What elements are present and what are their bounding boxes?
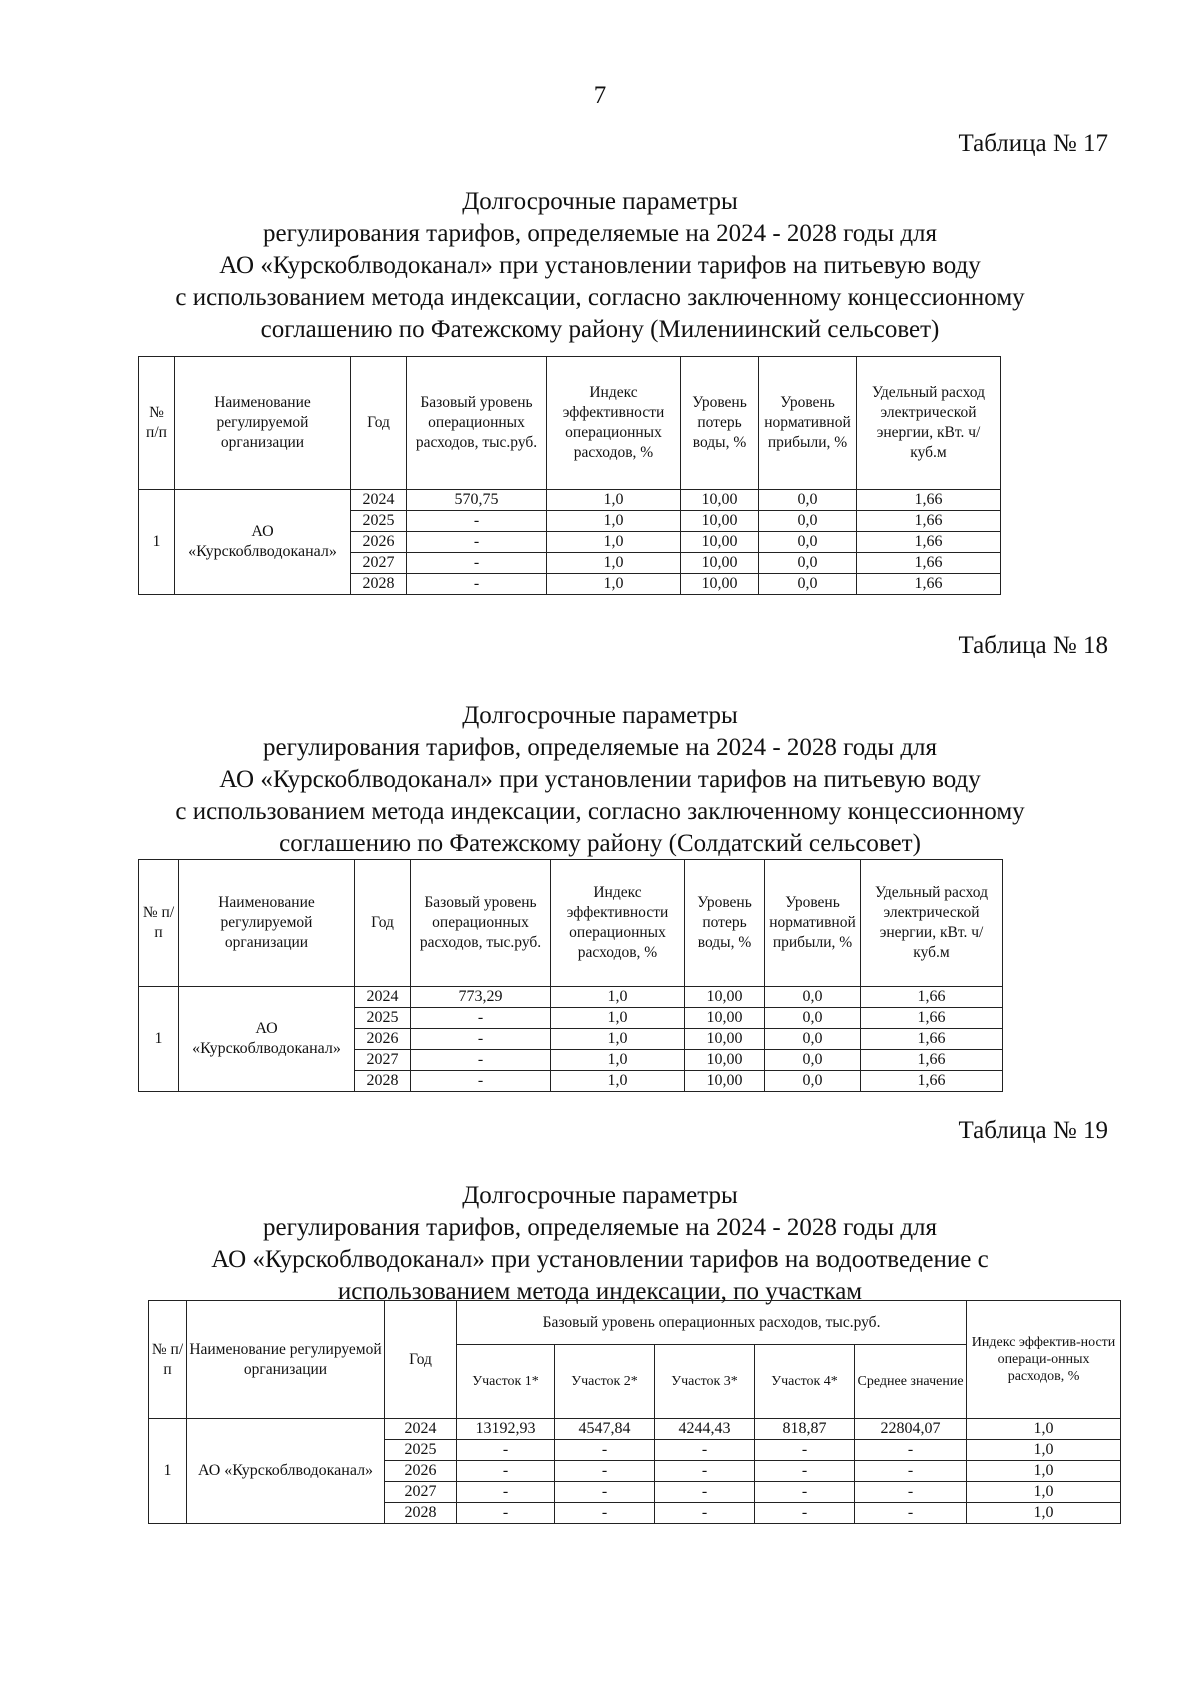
cell-value: - bbox=[555, 1440, 655, 1461]
cell-value: 1,66 bbox=[861, 1008, 1003, 1029]
title-line: использованием метода индексации, по участкам bbox=[337, 1278, 863, 1305]
cell-value: 1,0 bbox=[551, 1071, 685, 1092]
table-title bbox=[0, 1180, 1200, 1308]
cell-value: 10,00 bbox=[681, 574, 759, 595]
cell-value: 0,0 bbox=[759, 490, 857, 511]
cell-value: 10,00 bbox=[685, 1008, 765, 1029]
cell-value: 10,00 bbox=[685, 987, 765, 1008]
cell-value: 0,0 bbox=[759, 553, 857, 574]
cell-value: - bbox=[555, 1482, 655, 1503]
cell-value: - bbox=[411, 1008, 551, 1029]
cell-value: - bbox=[457, 1461, 555, 1482]
header-cell: Год bbox=[355, 860, 411, 987]
cell-year: 2025 bbox=[355, 1008, 411, 1029]
cell-value: 0,0 bbox=[765, 1071, 861, 1092]
cell-value: 818,87 bbox=[755, 1419, 855, 1440]
header-cell: Индекс эффективности операционных расходов, % bbox=[547, 357, 681, 490]
title-line: соглашению по Фатежскому району (Милениинский сельсовет) bbox=[260, 316, 940, 343]
header-cell: Наименование регулируемой организации bbox=[179, 860, 355, 987]
cell-value: 1,0 bbox=[967, 1440, 1121, 1461]
title-line: с использованием метода индексации, согласно заключенному концессионному bbox=[175, 284, 1025, 311]
cell-value: - bbox=[855, 1461, 967, 1482]
cell-value: 0,0 bbox=[765, 987, 861, 1008]
header-cell: № п/п bbox=[139, 860, 179, 987]
cell-year: 2028 bbox=[385, 1503, 457, 1524]
subheader-cell: Участок 2* bbox=[555, 1345, 655, 1419]
cell-value: 0,0 bbox=[765, 1050, 861, 1071]
cell-value: 10,00 bbox=[681, 490, 759, 511]
title-line: Долгосрочные параметры bbox=[462, 188, 738, 215]
cell-value: - bbox=[755, 1503, 855, 1524]
table-label: Таблица № 19 bbox=[958, 1117, 1108, 1144]
header-cell: № п/п bbox=[149, 1301, 187, 1419]
cell-value: 0,0 bbox=[759, 511, 857, 532]
cell-value: 4547,84 bbox=[555, 1419, 655, 1440]
cell-value: 1,0 bbox=[551, 1029, 685, 1050]
cell-year: 2024 bbox=[385, 1419, 457, 1440]
title-line: с использованием метода индексации, согласно заключенному концессионному bbox=[175, 798, 1025, 825]
title-line: Долгосрочные параметры bbox=[462, 1182, 738, 1209]
cell-year: 2026 bbox=[385, 1461, 457, 1482]
header-cell: № п/п bbox=[139, 357, 175, 490]
header-cell: Уровень нормативной прибыли, % bbox=[759, 357, 857, 490]
cell-value: 4244,43 bbox=[655, 1419, 755, 1440]
cell-year: 2025 bbox=[351, 511, 407, 532]
cell-year: 2028 bbox=[351, 574, 407, 595]
subheader-cell: Участок 4* bbox=[755, 1345, 855, 1419]
cell-value: - bbox=[411, 1029, 551, 1050]
cell-value: 1,0 bbox=[967, 1461, 1121, 1482]
cell-value: 10,00 bbox=[681, 553, 759, 574]
organization-name: АО «Курскоблводоканал» bbox=[175, 490, 351, 595]
cell-value: - bbox=[655, 1461, 755, 1482]
cell-value: 10,00 bbox=[685, 1050, 765, 1071]
cell-year: 2027 bbox=[351, 553, 407, 574]
header-cell: Удельный расход электрической энергии, кВт. ч/куб.м bbox=[857, 357, 1001, 490]
cell-value: 1,0 bbox=[547, 574, 681, 595]
cell-value: 10,00 bbox=[681, 532, 759, 553]
parameters-table bbox=[138, 356, 1001, 595]
row-number: 1 bbox=[139, 987, 179, 1092]
cell-value: - bbox=[457, 1482, 555, 1503]
cell-year: 2025 bbox=[385, 1440, 457, 1461]
parameters-table bbox=[148, 1300, 1121, 1524]
parameters-table bbox=[138, 859, 1003, 1092]
cell-value: 1,66 bbox=[857, 553, 1001, 574]
header-cell: Наименование регулируемой организации bbox=[187, 1301, 385, 1419]
organization-name: АО «Курскоблводоканал» bbox=[179, 987, 355, 1092]
cell-value: 0,0 bbox=[759, 574, 857, 595]
organization-name: АО «Курскоблводоканал» bbox=[187, 1419, 385, 1524]
subheader-cell: Участок 3* bbox=[655, 1345, 755, 1419]
title-line: АО «Курскоблводоканал» при установлении тарифов на водоотведение с bbox=[211, 1246, 989, 1273]
cell-value: - bbox=[655, 1503, 755, 1524]
title-line: регулирования тарифов, определяемые на 2024 - 2028 годы для bbox=[262, 1214, 938, 1241]
cell-value: 1,0 bbox=[547, 511, 681, 532]
header-cell: Наименование регулируемой организации bbox=[175, 357, 351, 490]
cell-year: 2024 bbox=[355, 987, 411, 1008]
cell-year: 2026 bbox=[355, 1029, 411, 1050]
header-cell: Индекс эффективности операционных расходов, % bbox=[551, 860, 685, 987]
cell-value: - bbox=[755, 1440, 855, 1461]
title-line: соглашению по Фатежскому району (Солдатский сельсовет) bbox=[279, 830, 921, 857]
cell-value: 1,66 bbox=[857, 490, 1001, 511]
cell-value: 1,0 bbox=[547, 490, 681, 511]
cell-value: 1,0 bbox=[967, 1503, 1121, 1524]
table-label: Таблица № 17 bbox=[958, 130, 1108, 157]
cell-year: 2027 bbox=[355, 1050, 411, 1071]
cell-value: 10,00 bbox=[681, 511, 759, 532]
title-line: АО «Курскоблводоканал» при установлении тарифов на питьевую воду bbox=[219, 766, 981, 793]
cell-value: - bbox=[755, 1461, 855, 1482]
cell-value: 1,66 bbox=[857, 532, 1001, 553]
cell-value: - bbox=[655, 1440, 755, 1461]
cell-value: 0,0 bbox=[759, 532, 857, 553]
cell-year: 2028 bbox=[355, 1071, 411, 1092]
cell-value: - bbox=[411, 1050, 551, 1071]
cell-value: 22804,07 bbox=[855, 1419, 967, 1440]
cell-value: 1,0 bbox=[967, 1419, 1121, 1440]
title-line: регулирования тарифов, определяемые на 2024 - 2028 годы для bbox=[262, 734, 938, 761]
cell-value: 0,0 bbox=[765, 1029, 861, 1050]
cell-value: - bbox=[457, 1440, 555, 1461]
cell-value: - bbox=[407, 574, 547, 595]
header-cell: Индекс эффектив-ности операци-онных расходов, % bbox=[967, 1301, 1121, 1419]
cell-value: - bbox=[411, 1071, 551, 1092]
subheader-cell: Участок 1* bbox=[457, 1345, 555, 1419]
cell-value: 10,00 bbox=[685, 1029, 765, 1050]
header-cell: Год bbox=[385, 1301, 457, 1419]
cell-value: 570,75 bbox=[407, 490, 547, 511]
cell-year: 2026 bbox=[351, 532, 407, 553]
cell-year: 2024 bbox=[351, 490, 407, 511]
cell-value: 10,00 bbox=[685, 1071, 765, 1092]
title-line: Долгосрочные параметры bbox=[462, 702, 738, 729]
cell-value: - bbox=[855, 1440, 967, 1461]
cell-value: 1,0 bbox=[551, 1008, 685, 1029]
cell-value: 13192,93 bbox=[457, 1419, 555, 1440]
header-cell: Уровень потерь воды, % bbox=[685, 860, 765, 987]
table-title bbox=[0, 186, 1200, 346]
cell-value: 1,66 bbox=[861, 987, 1003, 1008]
cell-value: - bbox=[755, 1482, 855, 1503]
header-cell: Удельный расход электрической энергии, кВт. ч/куб.м bbox=[861, 860, 1003, 987]
cell-value: - bbox=[855, 1503, 967, 1524]
header-cell: Базовый уровень операционных расходов, тыс.руб. bbox=[407, 357, 547, 490]
cell-value: 1,66 bbox=[857, 574, 1001, 595]
header-cell: Базовый уровень операционных расходов, тыс.руб. bbox=[457, 1301, 967, 1345]
cell-value: 773,29 bbox=[411, 987, 551, 1008]
table-row bbox=[139, 987, 1003, 1008]
cell-value: 1,66 bbox=[861, 1050, 1003, 1071]
row-number: 1 bbox=[149, 1419, 187, 1524]
cell-value: 1,0 bbox=[547, 553, 681, 574]
cell-value: 1,66 bbox=[861, 1071, 1003, 1092]
cell-value: 1,0 bbox=[967, 1482, 1121, 1503]
header-cell: Уровень нормативной прибыли, % bbox=[765, 860, 861, 987]
cell-year: 2027 bbox=[385, 1482, 457, 1503]
table-row bbox=[149, 1419, 1121, 1440]
cell-value: 1,0 bbox=[551, 987, 685, 1008]
cell-value: - bbox=[555, 1503, 655, 1524]
cell-value: - bbox=[457, 1503, 555, 1524]
cell-value: 1,0 bbox=[551, 1050, 685, 1071]
header-row bbox=[139, 357, 1001, 490]
cell-value: 1,66 bbox=[861, 1029, 1003, 1050]
table-row bbox=[139, 490, 1001, 511]
cell-value: - bbox=[855, 1482, 967, 1503]
cell-value: - bbox=[655, 1482, 755, 1503]
cell-value: - bbox=[407, 553, 547, 574]
cell-value: 1,0 bbox=[547, 532, 681, 553]
table-label: Таблица № 18 bbox=[958, 632, 1108, 659]
cell-value: 0,0 bbox=[765, 1008, 861, 1029]
cell-value: - bbox=[555, 1461, 655, 1482]
table-title bbox=[0, 700, 1200, 860]
cell-value: - bbox=[407, 511, 547, 532]
header-cell: Уровень потерь воды, % bbox=[681, 357, 759, 490]
header-row bbox=[139, 860, 1003, 987]
title-line: АО «Курскоблводоканал» при установлении тарифов на питьевую воду bbox=[219, 252, 981, 279]
subheader-cell: Среднее значение bbox=[855, 1345, 967, 1419]
header-cell: Год bbox=[351, 357, 407, 490]
page-number: 7 bbox=[593, 82, 607, 109]
cell-value: - bbox=[407, 532, 547, 553]
header-row bbox=[149, 1301, 1121, 1345]
header-cell: Базовый уровень операционных расходов, тыс.руб. bbox=[411, 860, 551, 987]
cell-value: 1,66 bbox=[857, 511, 1001, 532]
row-number: 1 bbox=[139, 490, 175, 595]
title-line: регулирования тарифов, определяемые на 2024 - 2028 годы для bbox=[262, 220, 938, 247]
